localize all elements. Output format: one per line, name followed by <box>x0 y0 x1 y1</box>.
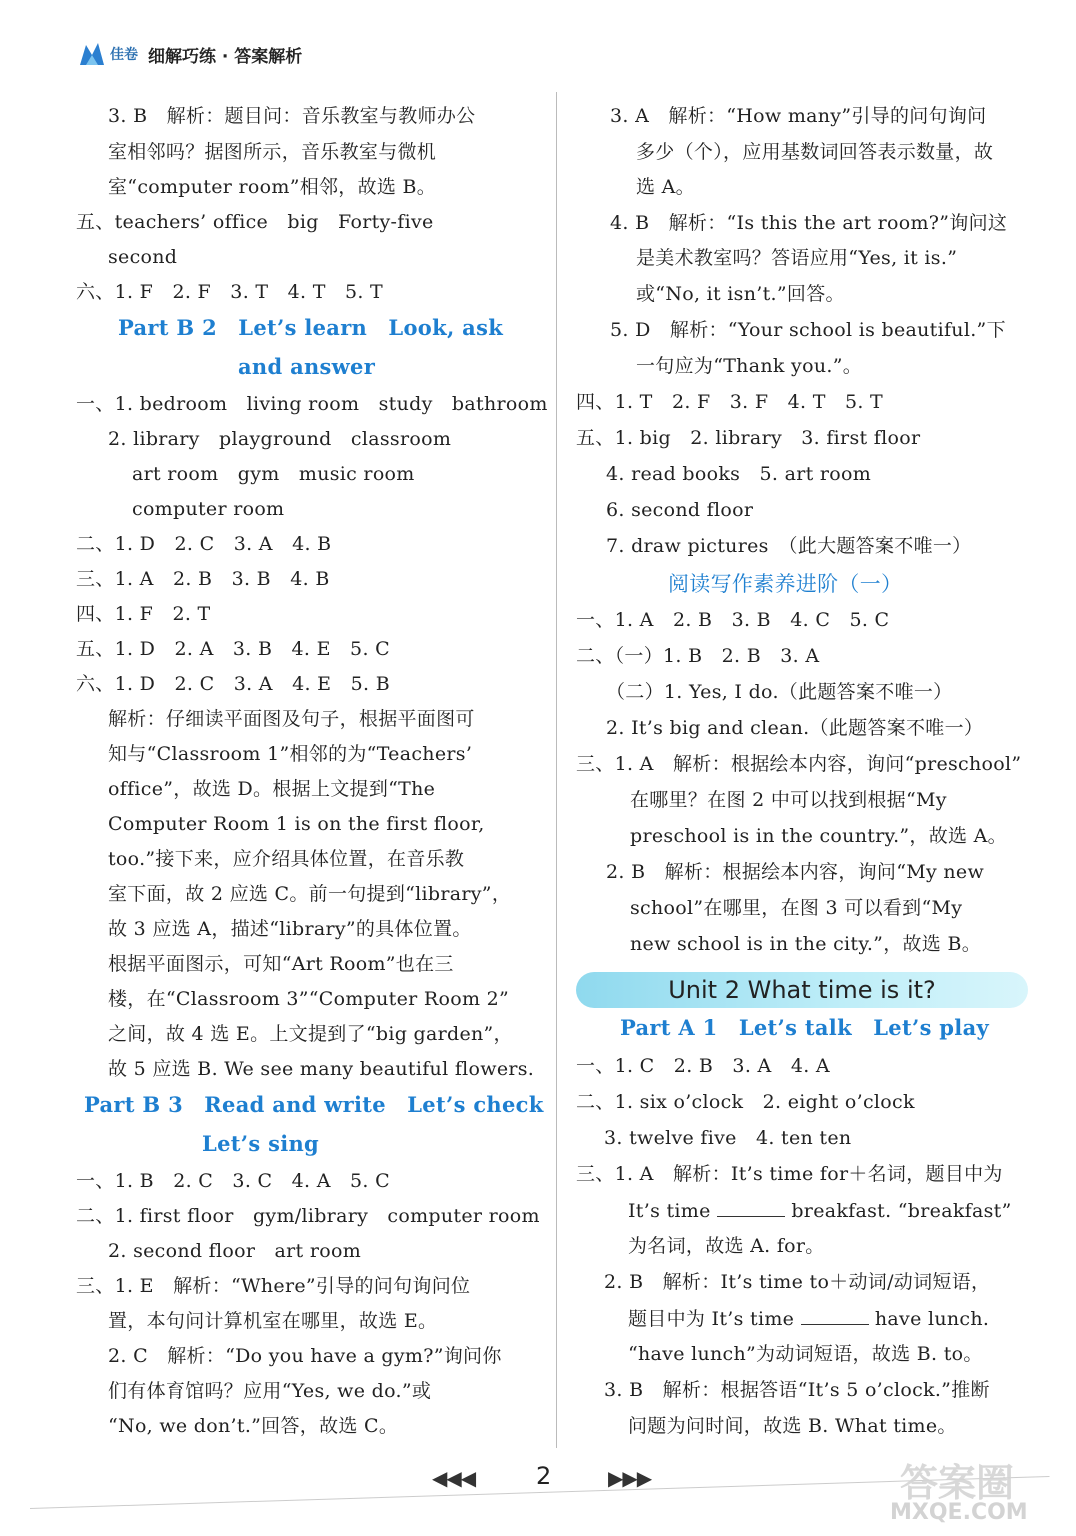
answer-line: 3. B 解析：题目问：音乐教室与教师办公 <box>108 105 476 127</box>
answer-line: 三、1. A 解析：根据绘本内容，询问“preschool” <box>576 753 1022 775</box>
unit-title: Unit 2 What time is it? <box>668 976 936 1004</box>
answer-line: too.”接下来，应介绍具体位置，在音乐教 <box>108 848 465 870</box>
page-header <box>78 38 302 70</box>
answer-line: 解析：仔细读平面图及句子，根据平面图可 <box>108 708 475 730</box>
page-number: 2 <box>536 1462 552 1490</box>
answer-line: 一、1. C 2. B 3. A 4. A <box>576 1055 830 1077</box>
answer-line: art room gym music room <box>132 463 415 485</box>
text-fragment: 题目中为 It’s time <box>628 1308 795 1330</box>
column-divider <box>556 92 557 1448</box>
answer-line <box>628 1306 989 1331</box>
answer-line: 2. It’s big and clean.（此题答案不唯一） <box>606 717 984 739</box>
answer-line: （二）1. Yes, I do.（此题答案不唯一） <box>606 681 953 703</box>
answer-line: 2. B 解析：根据绘本内容，询问“My new <box>606 861 985 883</box>
answer-line: 多少（个），应用基数词回答表示数量，故 <box>636 141 994 163</box>
answer-line: 三、1. A 2. B 3. B 4. B <box>76 568 330 590</box>
answer-line: 一、1. bedroom living room study bathroom <box>76 393 548 415</box>
answer-line: office”，故选 D。根据上文提到“The <box>108 778 436 800</box>
arrow-left-icon: ◀◀◀ <box>432 1466 476 1490</box>
answer-line: 为名词，故选 A. for。 <box>628 1235 825 1257</box>
answer-line: 4. B 解析：“Is this the art room?”询问这 <box>610 212 1008 234</box>
answer-line: computer room <box>132 498 285 520</box>
answer-line: 2. C 解析：“Do you have a gym?”询问你 <box>108 1345 502 1367</box>
answer-line: 6. second floor <box>606 499 754 521</box>
bird-logo-icon <box>78 41 106 67</box>
answer-line: 二、（一）1. B 2. B 3. A <box>576 645 820 667</box>
answer-line: 一、1. B 2. C 3. C 4. A 5. C <box>76 1170 390 1192</box>
answer-line: 五、1. D 2. A 3. B 4. E 5. C <box>76 638 390 660</box>
answer-line: 六、1. D 2. C 3. A 4. E 5. B <box>76 673 390 695</box>
answer-line: 3. twelve five 4. ten ten <box>604 1127 852 1149</box>
answer-line: Computer Room 1 is on the first floor, <box>108 813 485 835</box>
answer-line: 2. second floor art room <box>108 1240 362 1262</box>
section-title: 阅读写作素养进阶（一） <box>668 572 903 596</box>
answer-line: 室“computer room”相邻，故选 B。 <box>108 176 437 198</box>
answer-line: 3. B 解析：根据答语“It’s 5 o’clock.”推断 <box>604 1379 990 1401</box>
answer-line: 二、1. D 2. C 3. A 4. B <box>76 533 332 555</box>
answer-line: 室下面，故 2 应选 C。前一句提到“library”， <box>108 883 512 905</box>
watermark-url: MXQE.COM <box>890 1500 1028 1525</box>
answer-line: 们有体育馆吗？应用“Yes, we do.”或 <box>108 1380 432 1402</box>
section-title: and answer <box>238 354 376 379</box>
answer-line: 根据平面图示，可知“Art Room”也在三 <box>108 953 454 975</box>
answer-line: preschool is in the country.”，故选 A。 <box>630 825 1007 847</box>
answer-line: 三、1. A 解析：It’s time for＋名词，题目中为 <box>576 1163 1003 1185</box>
answer-line: 之间，故 4 选 E。上文提到了“big garden”， <box>108 1023 513 1045</box>
answer-line: 置，本句问计算机室在哪里，故选 E。 <box>108 1310 438 1332</box>
answer-line: new school is in the city.”，故选 B。 <box>630 933 981 955</box>
answer-line: 问题为问时间，故选 B. What time。 <box>628 1415 957 1437</box>
answer-line: 二、1. six o’clock 2. eight o’clock <box>576 1091 915 1113</box>
answer-line: 知与“Classroom 1”相邻的为“Teachers’ <box>108 743 473 765</box>
watermark-logo <box>880 1452 1070 1532</box>
answer-line: 是美术教室吗？答语应用“Yes, it is.” <box>636 247 958 269</box>
answer-line: 选 A。 <box>636 176 695 198</box>
text-fragment: It’s time <box>628 1200 711 1222</box>
answer-line: school”在哪里，在图 3 可以看到“My <box>630 897 963 919</box>
unit-banner <box>576 972 1028 1008</box>
answer-line: 2. library playground classroom <box>108 428 452 450</box>
watermark-text: 答案圈 <box>900 1461 1015 1505</box>
answer-line: 六、1. F 2. F 3. T 4. T 5. T <box>76 281 384 303</box>
arrow-right-icon: ▶▶▶ <box>608 1466 652 1490</box>
answer-line: 三、1. E 解析：“Where”引导的问句询问位 <box>76 1275 471 1297</box>
answer-line: 故 5 应选 B. We see many beautiful flowers. <box>108 1058 535 1080</box>
answer-line: 五、teachers’ office big Forty-five <box>76 211 434 233</box>
answer-line: 故 3 应选 A，描述“library”的具体位置。 <box>108 918 472 940</box>
answer-line: 楼，在“Classroom 3”“Computer Room 2” <box>108 988 510 1010</box>
answer-line: 一、1. A 2. B 3. B 4. C 5. C <box>576 609 890 631</box>
section-title: Part B 2 Let’s learn Look, ask <box>118 315 504 340</box>
answer-line: 四、1. F 2. T <box>76 603 211 625</box>
answer-line: 7. draw pictures （此大题答案不唯一） <box>606 535 972 557</box>
answer-line: 在哪里？在图 2 中可以找到根据“My <box>630 789 947 811</box>
answer-line: 一句应为“Thank you.”。 <box>636 355 863 377</box>
text-fragment: have lunch. <box>874 1308 990 1330</box>
answer-line: second <box>108 246 178 268</box>
answer-line: 五、1. big 2. library 3. first floor <box>576 427 921 449</box>
answer-line: 3. A 解析：“How many”引导的问句询问 <box>610 105 987 127</box>
answer-line: 2. B 解析：It’s time to＋动词/动词短语， <box>604 1271 991 1293</box>
answer-line: 5. D 解析：“Your school is beautiful.”下 <box>610 319 1006 341</box>
text-fragment: breakfast. “breakfast” <box>791 1200 1012 1222</box>
answer-line: 二、1. first floor gym/library computer room <box>76 1205 540 1227</box>
fill-blank <box>717 1198 785 1217</box>
answer-line: 或“No, it isn’t.”回答。 <box>636 283 845 305</box>
brand-name: 佳卷 <box>110 47 138 63</box>
section-title: Part A 1 Let’s talk Let’s play <box>620 1015 989 1040</box>
section-title: Part B 3 Read and write Let’s check <box>84 1092 544 1117</box>
answer-line: 4. read books 5. art room <box>606 463 872 485</box>
answer-line <box>628 1198 1012 1223</box>
answer-line: “have lunch”为动词短语，故选 B. to。 <box>628 1343 983 1365</box>
answer-line: “No, we don’t.”回答，故选 C。 <box>108 1415 399 1437</box>
fill-blank <box>801 1306 869 1325</box>
answer-line: 四、1. T 2. F 3. F 4. T 5. T <box>576 391 884 413</box>
answer-line: 室相邻吗？据图所示，音乐教室与微机 <box>108 141 437 163</box>
section-title: Let’s sing <box>202 1131 320 1156</box>
header-title: 细解巧练 · 答案解析 <box>148 46 303 67</box>
